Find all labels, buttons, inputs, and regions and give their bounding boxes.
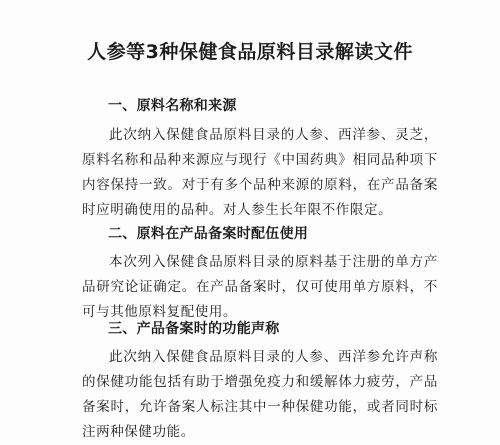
section-body-2: [82, 250, 438, 325]
section-heading-1: 一、原料名称和来源: [108, 98, 237, 114]
section-paragraph-1: 此次纳入保健食品原料目录的人参、西洋参、灵芝，原料名称和品种来源应与现行《中国药典》相同品种项下内容保持一致。对于有多个品种来源的原料，在产品备案时应明确使用的品种。对人参生长年限不作限定。: [82, 127, 438, 218]
section-body-1: [82, 123, 438, 223]
section-paragraph-2: 本次列入保健食品原料目录的原料基于注册的单方产品研究论证确定。在产品备案时，仅可使用单方原料，不可与其他原料复配使用。: [82, 254, 438, 320]
section-heading-2: 二、原料在产品备案时配伍使用: [108, 226, 309, 242]
section-paragraph-3: 此次纳入保健食品原料目录的人参、西洋参允许声称的保健功能包括有助于增强免疫力和缓解体力疲劳，产品备案时，允许备案人标注其中一种保健功能，或者同时标注两种保健功能。: [82, 349, 438, 440]
document-title: 人参等3种保健食品原料目录解读文件: [87, 41, 413, 63]
section-heading-3: 三、产品备案时的功能声称: [108, 321, 280, 337]
section-body-3: [82, 345, 438, 445]
